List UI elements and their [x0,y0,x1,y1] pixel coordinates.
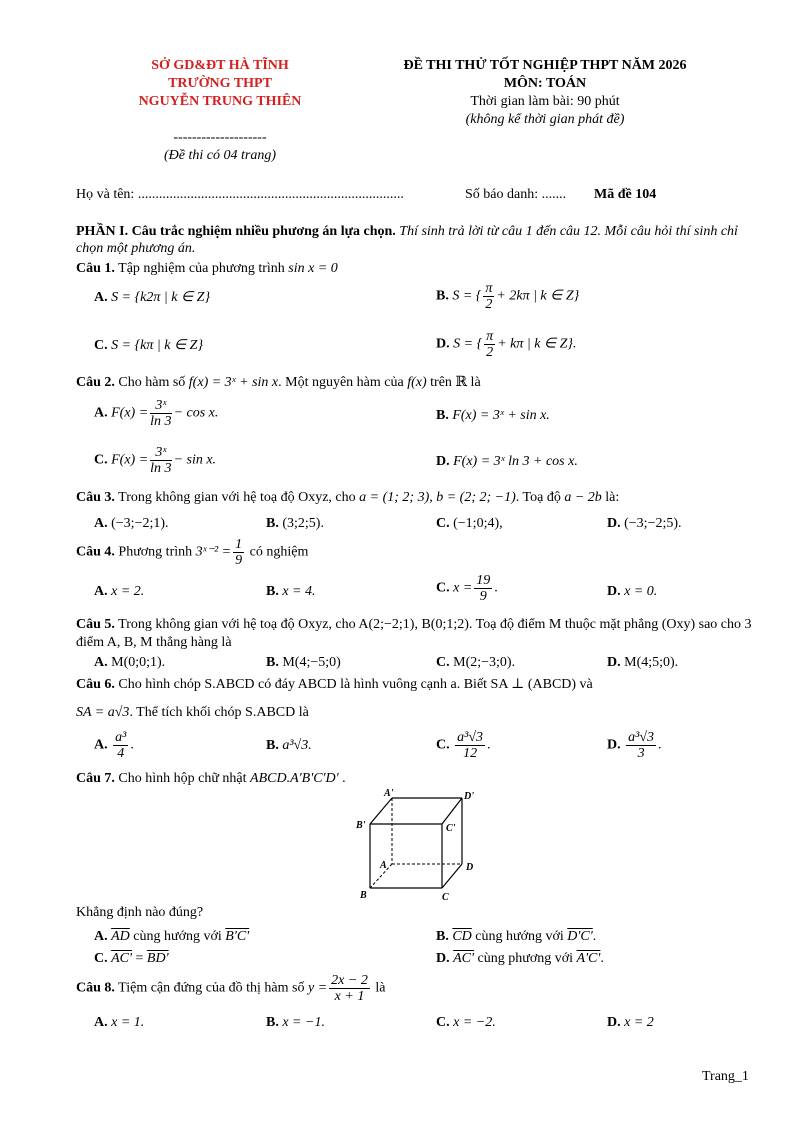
part1-title: PHẦN I. Câu trắc nghiệm nhiều phương án lựa chọn. [76,224,396,239]
q8-fraction [329,973,370,1004]
exam-code: Mã đề 104 [594,187,657,202]
q7-d-mid: cùng phương với [477,951,574,966]
option-letter: A. [94,737,108,753]
q3-b-text: (3;2;5). [282,516,324,531]
frac-num: a³ [115,730,127,745]
q2-option-d[interactable] [436,454,578,470]
exam-title: ĐỀ THI THỬ TỐT NGHIỆP THPT NĂM 2026 [403,58,687,73]
q4-c-fraction [474,573,492,604]
option-letter: B. [266,655,279,670]
q7-c-mid: = [135,951,144,966]
school-line-2: NGUYỄN TRUNG THIÊN [138,94,302,109]
q3-vectors: a = (1; 2; 3), b = (2; 2; −1) [359,490,516,505]
q2-function: f(x) = 3ˣ + sin x [188,375,279,390]
q7-option-d[interactable] [436,951,604,967]
q4-equation-left: 3ˣ⁻² = [195,544,232,560]
q8-option-d[interactable] [607,1015,654,1031]
q2-text-1: Cho hàm số [118,375,186,390]
option-letter: D. [607,1015,621,1030]
q5-d-text: M(4;5;0). [624,655,679,670]
question-6-line-2 [76,705,309,721]
q8-option-c[interactable] [436,1015,496,1031]
q7-question: Khẳng định nào đúng? [76,905,204,920]
q2-c-post: − sin x. [173,452,217,468]
question-2 [76,374,481,391]
q1-d-pre: S = { [453,336,483,352]
q7-a-mid: cùng hướng với [133,929,222,944]
frac-num: 3ˣ [150,445,171,461]
option-letter: B. [436,288,449,304]
q7-option-b[interactable] [436,929,596,945]
q4-option-d[interactable] [607,584,657,600]
q2-d-text: F(x) = 3ˣ ln 3 + cos x. [453,454,578,469]
q4-option-c[interactable] [436,573,498,604]
option-letter: A. [94,516,108,531]
q3-d-text: (−3;−2;5). [624,516,682,531]
q7-d-post: . [600,951,604,966]
q3-expression: a − 2b [564,490,602,505]
vertex-b: B [360,890,367,901]
option-letter: A. [94,655,108,670]
q2-f: f(x) [407,375,427,390]
q4-option-a[interactable] [94,584,144,600]
q6-text-2: . Thể tích khối chóp S.ABCD là [129,705,309,720]
pages-note: (Đề thi có 04 trang) [164,148,276,163]
q4-b-text: x = 4. [282,584,316,599]
option-letter: C. [436,737,450,753]
q4-d-text: x = 0. [624,584,658,599]
q3-text-3: là: [605,490,620,505]
question-4 [76,537,308,568]
q1-d-post: + kπ | k ∈ Z}. [497,336,577,352]
q2-b-text: F(x) = 3ˣ + sin x. [452,408,550,423]
q7-b-vector-1: $\overline{CD}$ [452,929,472,944]
q5-c-text: M(2;−3;0). [453,655,516,670]
q1-a-text: S = {k2π | k ∈ Z} [111,290,211,305]
q6-text-1: Cho hình chóp S.ABCD có đáy ABCD là hình vuông cạnh a. Biết SA ⊥ (ABCD) và [118,677,593,692]
frac-den: 12 [463,746,478,761]
exam-time-note: (không kể thời gian phát đề) [465,112,625,127]
q2-label: Câu 2. [76,375,115,390]
q8-label: Câu 8. [76,980,115,996]
q6-c-post: . [487,737,491,753]
option-letter: B. [436,408,449,423]
q3-a-text: (−3;−2;1). [111,516,169,531]
q7-b-vector-2: D'C' [567,929,593,944]
q2-c-fraction [150,445,171,476]
option-letter: C. [94,951,108,966]
q1-b-post: + 2kπ | k ∈ Z} [496,288,580,304]
q7-option-a[interactable] [94,929,249,945]
q3-option-a[interactable] [94,516,169,532]
q7-a-vector-1: $\overline{AD}$ [111,929,130,944]
frac-num: 1 [235,537,243,552]
vertex-c: C [442,892,449,903]
q3-option-c[interactable] [436,516,503,532]
q2-c-pre: F(x) = [111,452,149,468]
option-letter: D. [436,454,450,469]
q5-option-a[interactable] [94,655,165,671]
question-8 [76,973,385,1004]
q8-c-text: x = −2. [453,1015,496,1030]
q2-text-2: . Một nguyên hàm của [278,375,404,390]
q2-option-b[interactable] [436,408,550,424]
frac-den: ln 3 [150,414,172,429]
frac-den: 4 [117,746,125,761]
q6-a-fraction [113,730,128,761]
vertex-a: A [380,860,387,871]
q6-option-c[interactable] [436,730,491,761]
q8-b-text: x = −1. [282,1015,325,1030]
frac-den: 3 [637,746,645,761]
option-letter: C. [94,452,108,468]
option-letter: B. [266,1015,279,1030]
question-6 [76,676,756,693]
q2-option-c[interactable] [94,445,216,476]
q2-a-pre: F(x) = [111,405,149,421]
option-letter: C. [436,1015,450,1030]
frac-den: 2 [485,297,493,312]
frac-num: π [486,329,494,344]
option-letter: B. [266,584,279,599]
option-letter: A. [94,405,108,421]
part1-instructions: Thí sinh trả lời từ câu 1 đến câu 12. Mỗi câu hỏi thí sinh chỉ chọn một phương án. [76,224,738,256]
frac-den: x + 1 [334,989,365,1004]
q1-option-a[interactable] [94,289,210,306]
q4-text-1: Phương trình [118,544,193,560]
q1-option-b[interactable] [436,281,579,312]
option-letter: C. [436,655,450,670]
q1-option-d[interactable] [436,329,577,360]
option-letter: D. [436,336,450,352]
q6-c-fraction [455,730,485,761]
q3-text-1: Trong không gian với hệ toạ độ Oxyz, cho [118,490,356,505]
q6-label: Câu 6. [76,677,115,692]
q6-option-a[interactable] [94,730,134,761]
name-field: Họ và tên: ............................................................................ [76,187,404,202]
subject: MÔN: TOÁN [503,76,587,91]
q4-text-2: có nghiệm [249,544,309,560]
vertex-a-prime: A' [384,788,394,799]
student-id-field: Số báo danh: ....... [465,187,567,202]
vertex-d-prime: D' [464,791,474,802]
q2-text-3: trên ℝ là [430,375,481,390]
q1-equation: sin x = 0 [288,261,338,276]
q5-option-b[interactable] [266,655,341,671]
q5-a-text: M(0;0;1). [111,655,166,670]
option-letter: A. [94,929,108,944]
q6-option-d[interactable] [607,730,662,761]
q3-text-2: . Toạ độ [515,490,561,505]
q8-d-text: x = 2 [624,1015,654,1030]
q8-a-text: x = 1. [111,1015,145,1030]
q6-d-post: . [658,737,662,753]
option-letter: C. [436,516,450,531]
q8-text-2: là [375,980,386,996]
vertex-d: D [466,862,474,873]
option-letter: A. [94,290,108,305]
part1-heading [76,223,741,257]
q7-d-vector-1: AC' [453,951,475,966]
q1-c-text: S = {kπ | k ∈ Z} [111,338,204,353]
q5-label: Câu 5. [76,617,115,632]
q8-option-a[interactable] [94,1015,144,1031]
q4-label: Câu 4. [76,544,115,560]
q5-b-text: M(4;−5;0) [282,655,341,670]
q1-b-pre: S = { [452,288,482,304]
question-5 [76,616,756,652]
page-number: Trang_1 [702,1069,749,1084]
q6-d-fraction [626,730,656,761]
q7-b-mid: cùng hướng với [475,929,564,944]
q6-b-text: a³√3. [282,738,312,753]
q7-c-vector-2: BD' [146,951,169,966]
q5-option-d[interactable] [607,655,678,671]
vertex-b-prime: B' [356,820,366,831]
option-letter: D. [607,516,621,531]
q3-label: Câu 3. [76,490,115,505]
q4-c-pre: x = [453,580,473,596]
q2-a-fraction [150,398,171,429]
frac-num: 2x − 2 [331,973,368,988]
vertex-c-prime: C' [446,823,456,834]
school-line-1: TRƯỜNG THPT [168,76,272,91]
q7-option-c[interactable] [94,951,169,967]
q7-b-post: . [592,929,597,944]
question-7 [76,771,346,787]
option-letter: A. [94,1015,108,1030]
frac-num: a³√3 [628,730,655,745]
q7-label: Câu 7. [76,771,115,786]
q7-text: Cho hình hộp chữ nhật [118,771,247,786]
frac-num: 3ˣ [150,398,171,414]
q8-text-1: Tiệm cận đứng của đồ thị hàm số [118,980,305,996]
frac-den: 2 [486,345,494,360]
q1-text: Tập nghiệm của phương trình [118,261,285,276]
q4-option-b[interactable] [266,584,316,600]
option-letter: C. [94,338,108,353]
option-letter: B. [266,516,279,531]
q5-text: Trong không gian với hệ toạ độ Oxyz, cho A(2;−2;1), B(0;1;2). Toạ độ điểm M thuộc mặt phẳng (Oxy) sao cho 3 điểm A, B, M thẳng hàng là [76,617,752,650]
q1-b-fraction [483,281,494,312]
exam-time: Thời gian làm bài: 90 phút [470,94,620,109]
q3-option-d[interactable] [607,516,682,532]
q4-fraction [233,537,244,568]
q1-option-c[interactable] [94,337,203,354]
cuboid-figure [340,786,480,906]
option-letter: D. [607,584,621,599]
q7-c-vector-1: AC' [111,951,133,966]
frac-den: 9 [479,589,487,604]
q2-a-post: − cos x. [173,405,219,421]
option-letter: D. [607,737,621,753]
q1-d-fraction [484,329,495,360]
q5-option-c[interactable] [436,655,515,671]
dept-name: SỞ GD&ĐT HÀ TĨNH [151,58,289,73]
q4-a-text: x = 2. [111,584,145,599]
q7-a-vector-2: B'C' [225,929,250,944]
header-divider: -------------------- [173,130,267,145]
q8-option-b[interactable] [266,1015,325,1031]
q4-c-post: . [494,580,498,596]
question-3 [76,490,619,506]
frac-num: π [485,281,493,296]
option-letter: B. [266,738,279,753]
frac-den: 9 [235,553,243,568]
q6-a-post: . [130,737,134,753]
option-letter: B. [436,929,449,944]
frac-den: ln 3 [150,461,172,476]
q8-y: y = [307,980,328,996]
q7-d-vector-2: A'C' [576,951,601,966]
frac-num: a³√3 [457,730,484,745]
option-letter: D. [436,951,450,966]
q3-c-text: (−1;0;4), [453,516,503,531]
question-1 [76,261,338,277]
q3-option-b[interactable] [266,516,324,532]
q6-option-b[interactable] [266,738,312,754]
q6-sa-value: SA = a√3 [76,705,130,720]
q7-solid: ABCD.A'B'C'D' [250,771,339,786]
q2-option-a[interactable] [94,398,218,429]
q7-dot: . [342,771,346,786]
q1-label: Câu 1. [76,261,115,276]
option-letter: C. [436,580,450,596]
frac-num: 19 [476,573,491,588]
option-letter: D. [607,655,621,670]
option-letter: A. [94,584,108,599]
